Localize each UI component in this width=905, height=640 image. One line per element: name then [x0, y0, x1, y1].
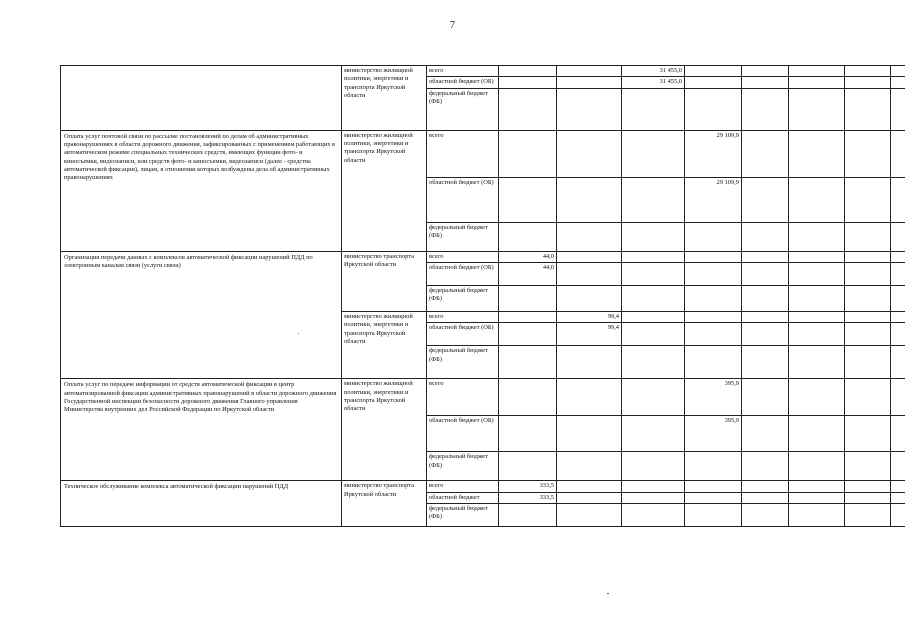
- amount-cell: [557, 262, 622, 285]
- amount-cell: [789, 88, 845, 130]
- funding-source: областной бюджет (ОБ): [427, 262, 499, 285]
- amount-cell: [789, 311, 845, 322]
- amount-cell: [845, 222, 891, 251]
- amount-cell: [891, 379, 905, 416]
- amount-cell: [622, 177, 685, 222]
- amount-cell: [789, 323, 845, 346]
- funding-source: всего: [427, 311, 499, 322]
- amount-cell: [789, 346, 845, 379]
- amount-cell: [845, 379, 891, 416]
- amount-cell: [891, 262, 905, 285]
- amount-cell: [499, 88, 557, 130]
- amount-cell: [685, 346, 742, 379]
- amount-cell: [557, 66, 622, 77]
- amount-cell: 31 455,0: [622, 66, 685, 77]
- measure-description: Техническое обслуживание комплекса автоматической фиксации нарушений ПДД: [61, 481, 342, 527]
- amount-cell: [557, 492, 622, 503]
- amount-cell: [499, 77, 557, 88]
- amount-cell: [789, 251, 845, 262]
- amount-cell: [891, 346, 905, 379]
- amount-cell: [557, 346, 622, 379]
- funding-source: областной бюджет: [427, 492, 499, 503]
- table-row: [61, 379, 905, 416]
- amount-cell: [557, 177, 622, 222]
- amount-cell: [685, 503, 742, 526]
- measure-description: Организация передачи данных с комплексов автоматической фиксации нарушений ПДД по электронным каналам связи (услуги связи): [61, 251, 342, 379]
- amount-cell: [789, 379, 845, 416]
- amount-cell: 31 455,0: [622, 77, 685, 88]
- amount-cell: 44,0: [499, 262, 557, 285]
- funding-source: всего: [427, 66, 499, 77]
- funding-source: федеральный бюджет (ФБ): [427, 88, 499, 130]
- amount-cell: [789, 481, 845, 492]
- amount-cell: [622, 379, 685, 416]
- amount-cell: 44,0: [499, 251, 557, 262]
- amount-cell: [845, 66, 891, 77]
- amount-cell: [742, 503, 789, 526]
- funding-source: федеральный бюджет (ФБ): [427, 452, 499, 481]
- amount-cell: [557, 77, 622, 88]
- amount-cell: [499, 66, 557, 77]
- amount-cell: [845, 323, 891, 346]
- amount-cell: [685, 262, 742, 285]
- amount-cell: [789, 66, 845, 77]
- amount-cell: [845, 492, 891, 503]
- amount-cell: [742, 492, 789, 503]
- amount-cell: [891, 481, 905, 492]
- funding-source: всего: [427, 481, 499, 492]
- amount-cell: [789, 285, 845, 311]
- table-body: [61, 66, 905, 527]
- measure-description: Оплата услуг почтовой связи по рассылке постановлений по делам об административных правонарушениях в области дорожного движения, зафиксированных с применением работающих в автоматическом режиме специальных технических средств, имеющих функции фото- и киносъемки, видеозаписи, или средств фото- и киносъемки, видеозаписи (далее - средства автоматической фиксации), лицам, в отношении которых возбуждены дела об административных правонарушениях: [61, 130, 342, 251]
- measure-description: Оплата услуг по передаче информации от средств автоматической фиксации в центр автоматизированной фиксации административных правонарушений в области дорожного движения Государственной инспекции безопасности дорожного движения Главного управления Министерства внутренних дел Российской Федерации по Иркутской области: [61, 379, 342, 481]
- amount-cell: [845, 503, 891, 526]
- responsible-agency: министерство жилищной политики, энергетики и транспорта Иркутской области: [342, 311, 427, 378]
- amount-cell: [891, 222, 905, 251]
- amount-cell: [499, 503, 557, 526]
- amount-cell: [845, 130, 891, 177]
- amount-cell: [789, 503, 845, 526]
- amount-cell: [622, 492, 685, 503]
- amount-cell: [557, 88, 622, 130]
- amount-cell: [789, 222, 845, 251]
- amount-cell: [742, 346, 789, 379]
- amount-cell: [845, 346, 891, 379]
- amount-cell: [557, 416, 622, 452]
- table-row: [61, 130, 905, 177]
- amount-cell: [622, 262, 685, 285]
- amount-cell: [557, 222, 622, 251]
- amount-cell: 395,9: [685, 416, 742, 452]
- funding-source: федеральный бюджет (ФБ): [427, 222, 499, 251]
- scan-speck: [298, 333, 299, 334]
- amount-cell: [499, 130, 557, 177]
- amount-cell: [845, 311, 891, 322]
- amount-cell: [742, 323, 789, 346]
- amount-cell: [891, 130, 905, 177]
- amount-cell: [622, 481, 685, 492]
- amount-cell: 333,5: [499, 492, 557, 503]
- amount-cell: [557, 481, 622, 492]
- amount-cell: [622, 130, 685, 177]
- table-row: [61, 251, 905, 262]
- amount-cell: [499, 416, 557, 452]
- amount-cell: [742, 452, 789, 481]
- amount-cell: [742, 66, 789, 77]
- amount-cell: [742, 251, 789, 262]
- amount-cell: [845, 481, 891, 492]
- amount-cell: [685, 77, 742, 88]
- amount-cell: [685, 88, 742, 130]
- amount-cell: [891, 503, 905, 526]
- responsible-agency: министерство транспорта Иркутской области: [342, 251, 427, 311]
- amount-cell: [622, 503, 685, 526]
- amount-cell: [622, 346, 685, 379]
- amount-cell: [891, 66, 905, 77]
- amount-cell: [742, 262, 789, 285]
- amount-cell: [845, 177, 891, 222]
- amount-cell: [845, 416, 891, 452]
- measure-description: [61, 66, 342, 131]
- amount-cell: [557, 251, 622, 262]
- amount-cell: [789, 77, 845, 88]
- amount-cell: [685, 323, 742, 346]
- amount-cell: [789, 177, 845, 222]
- amount-cell: [622, 452, 685, 481]
- amount-cell: [789, 492, 845, 503]
- budget-table: [60, 65, 905, 527]
- amount-cell: [557, 452, 622, 481]
- amount-cell: [845, 285, 891, 311]
- amount-cell: [845, 262, 891, 285]
- amount-cell: 29 109,9: [685, 130, 742, 177]
- amount-cell: [499, 285, 557, 311]
- amount-cell: [891, 416, 905, 452]
- funding-source: областной бюджет (ОБ): [427, 416, 499, 452]
- responsible-agency: министерство жилищной политики, энергетики и транспорта Иркутской области: [342, 379, 427, 481]
- amount-cell: [742, 416, 789, 452]
- funding-source: всего: [427, 130, 499, 177]
- amount-cell: [499, 346, 557, 379]
- amount-cell: [891, 77, 905, 88]
- amount-cell: [789, 130, 845, 177]
- amount-cell: [685, 492, 742, 503]
- amount-cell: [685, 311, 742, 322]
- amount-cell: [891, 88, 905, 130]
- amount-cell: 395,9: [685, 379, 742, 416]
- table-row: [61, 66, 905, 77]
- amount-cell: [742, 177, 789, 222]
- amount-cell: [499, 379, 557, 416]
- responsible-agency: министерство жилищной политики, энергетики и транспорта Иркутской области: [342, 66, 427, 131]
- responsible-agency: министерство транспорта Иркутской области: [342, 481, 427, 527]
- amount-cell: [742, 379, 789, 416]
- amount-cell: [891, 311, 905, 322]
- amount-cell: [789, 262, 845, 285]
- amount-cell: [742, 481, 789, 492]
- responsible-agency: министерство жилищной политики, энергетики и транспорта Иркутской области: [342, 130, 427, 251]
- amount-cell: [891, 452, 905, 481]
- amount-cell: [891, 285, 905, 311]
- amount-cell: [622, 88, 685, 130]
- amount-cell: [845, 88, 891, 130]
- amount-cell: [557, 503, 622, 526]
- amount-cell: [499, 177, 557, 222]
- amount-cell: [557, 130, 622, 177]
- amount-cell: [622, 311, 685, 322]
- amount-cell: [685, 222, 742, 251]
- amount-cell: [685, 481, 742, 492]
- funding-source: областной бюджет (ОБ): [427, 323, 499, 346]
- amount-cell: 333,5: [499, 481, 557, 492]
- amount-cell: [499, 323, 557, 346]
- amount-cell: [685, 66, 742, 77]
- amount-cell: [557, 379, 622, 416]
- amount-cell: [789, 452, 845, 481]
- amount-cell: [557, 285, 622, 311]
- funding-source: всего: [427, 379, 499, 416]
- amount-cell: [845, 251, 891, 262]
- amount-cell: [685, 251, 742, 262]
- amount-cell: [622, 251, 685, 262]
- amount-cell: [499, 311, 557, 322]
- funding-source: областной бюджет (ОБ): [427, 177, 499, 222]
- amount-cell: [742, 88, 789, 130]
- amount-cell: [622, 323, 685, 346]
- funding-source: федеральный бюджет (ФБ): [427, 285, 499, 311]
- amount-cell: [891, 251, 905, 262]
- table-row: [61, 481, 905, 492]
- amount-cell: [742, 311, 789, 322]
- amount-cell: [742, 285, 789, 311]
- amount-cell: 99,4: [557, 323, 622, 346]
- scan-mark: [607, 593, 609, 594]
- funding-source: всего: [427, 251, 499, 262]
- amount-cell: [891, 492, 905, 503]
- amount-cell: [685, 285, 742, 311]
- funding-source: областной бюджет (ОБ): [427, 77, 499, 88]
- amount-cell: [742, 222, 789, 251]
- amount-cell: [499, 452, 557, 481]
- amount-cell: [499, 222, 557, 251]
- amount-cell: [622, 222, 685, 251]
- amount-cell: [742, 77, 789, 88]
- funding-source: федеральный бюджет (ФБ): [427, 503, 499, 526]
- amount-cell: [622, 416, 685, 452]
- page-number: 7: [450, 20, 455, 31]
- amount-cell: [789, 416, 845, 452]
- amount-cell: 29 109,9: [685, 177, 742, 222]
- amount-cell: [742, 130, 789, 177]
- amount-cell: [685, 452, 742, 481]
- amount-cell: [622, 285, 685, 311]
- amount-cell: [845, 452, 891, 481]
- funding-source: федеральный бюджет (ФБ): [427, 346, 499, 379]
- amount-cell: [845, 77, 891, 88]
- amount-cell: [891, 323, 905, 346]
- amount-cell: [891, 177, 905, 222]
- amount-cell: 99,4: [557, 311, 622, 322]
